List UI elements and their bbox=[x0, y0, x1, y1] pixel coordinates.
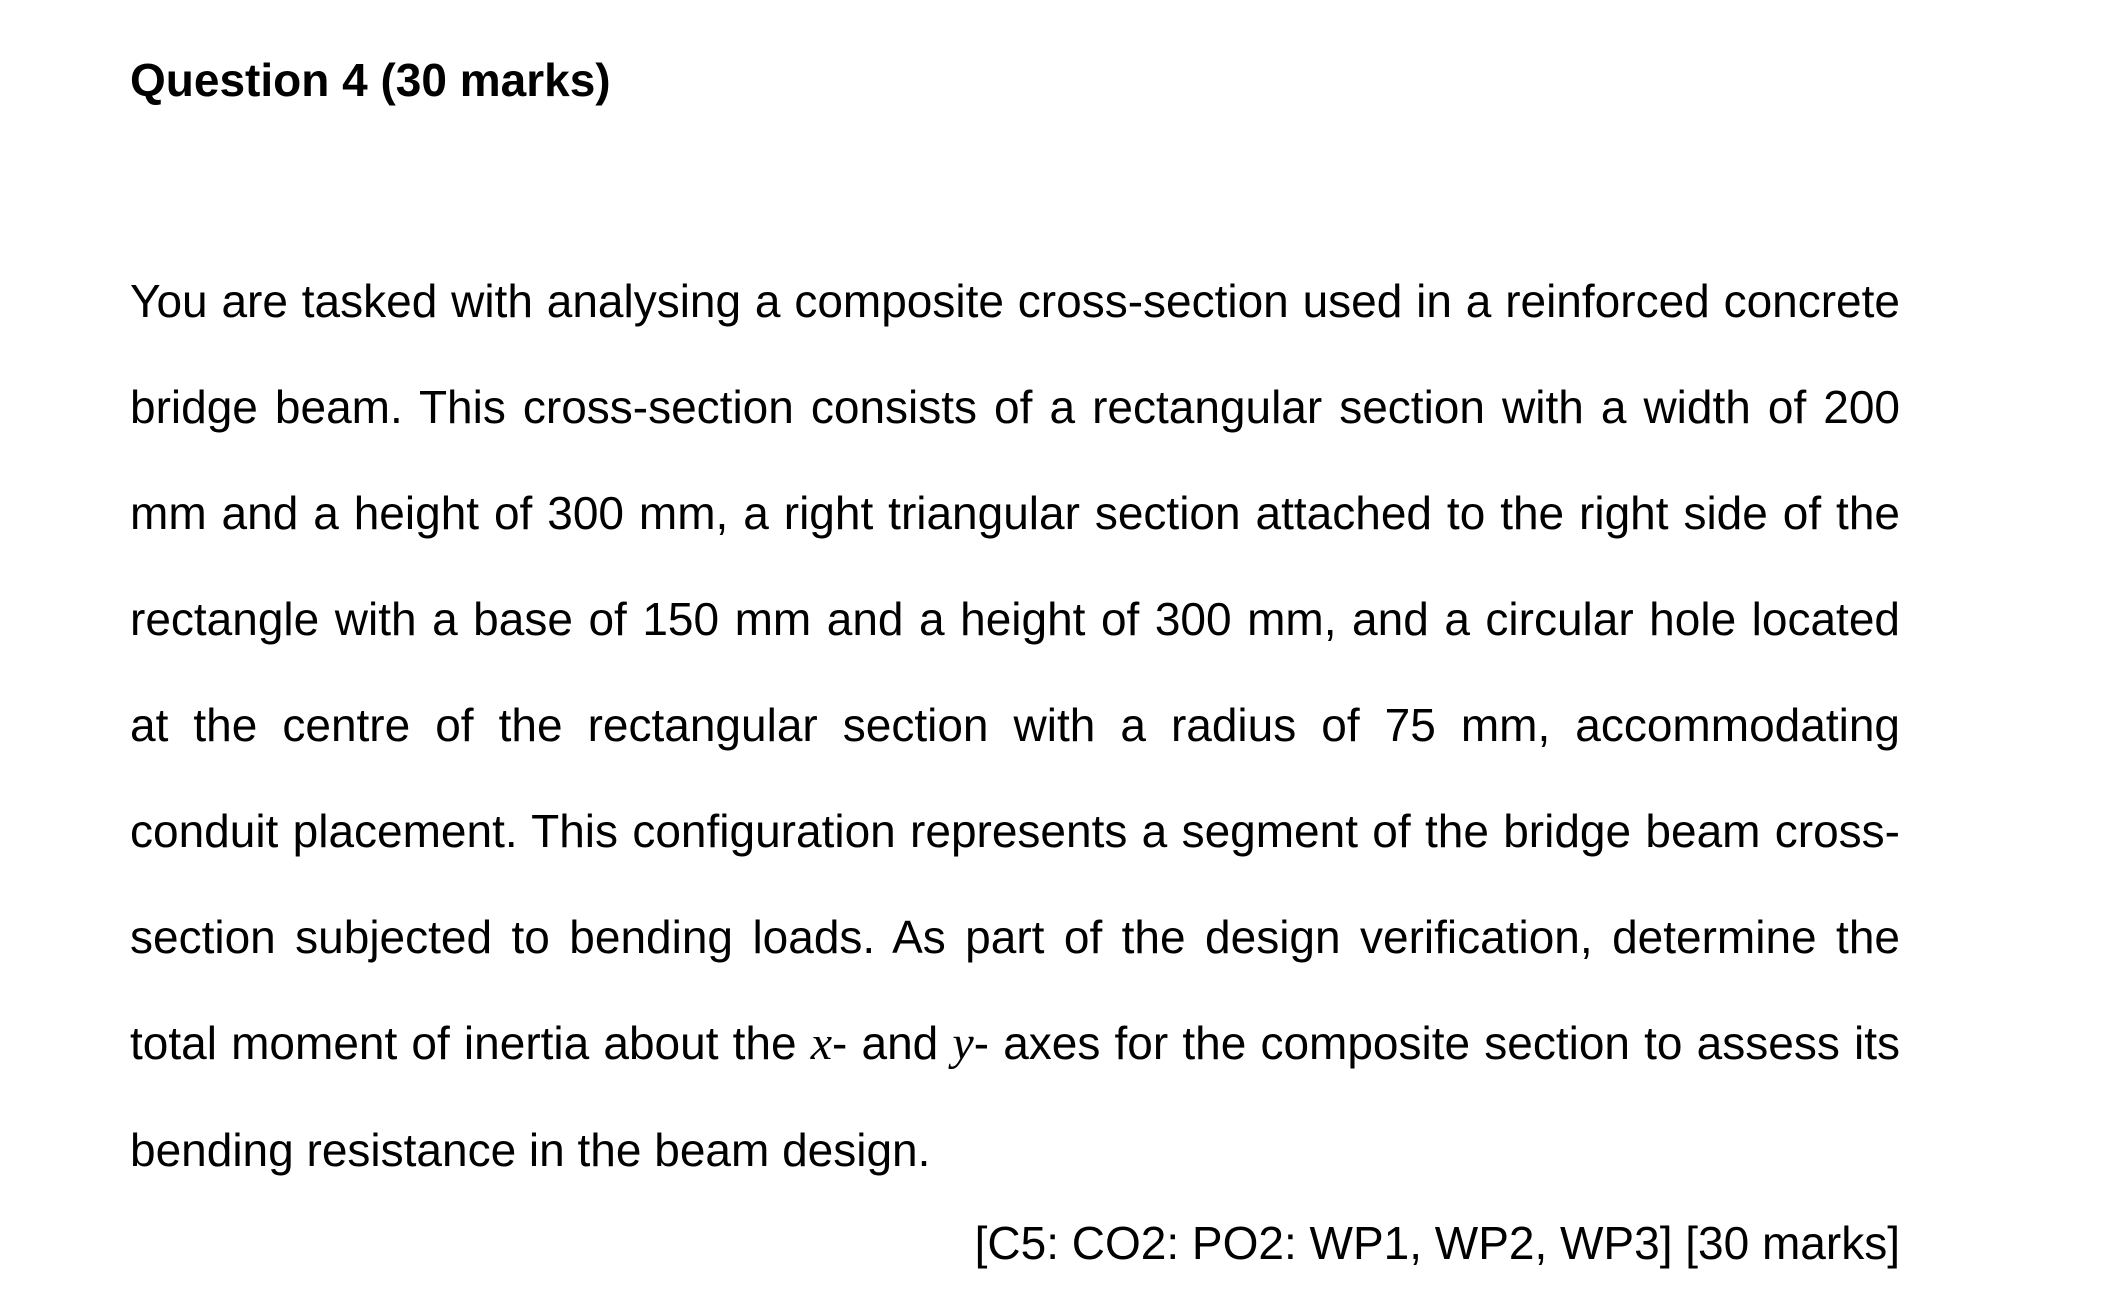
y-axis-variable: y bbox=[952, 1017, 974, 1070]
question-body-text-1: You are tasked with analysing a composite cross-section used in a reinforced concrete bridge beam. This cross-section consists of a rectangular section with a width of 200 mm and a height of 300 mm, a right triangular section attached to the right side of the rectangle with a base of 150 mm and a height of 300 mm, and a circular hole located at the centre of the rectangular section with a radius of 75 mm, accommodating conduit placement. This configuration represents a segment of the bridge beam cross-section subjected to bending loads. As part of the design verification, determine the total moment of inertia about the bbox=[130, 275, 1900, 1069]
question-body-text-3: - axes for the composite section to assess its bending resistance in the beam design. bbox=[130, 1017, 1900, 1176]
question-body-text-2: - and bbox=[832, 1017, 953, 1069]
x-axis-variable: x bbox=[810, 1017, 833, 1070]
marks-reference: [C5: CO2: PO2: WP1, WP2, WP3] [30 marks] bbox=[974, 1217, 1900, 1269]
question-heading: Question 4 (30 marks) bbox=[130, 54, 611, 106]
document-page bbox=[130, 0, 1900, 1313]
question-body bbox=[130, 248, 1900, 1203]
